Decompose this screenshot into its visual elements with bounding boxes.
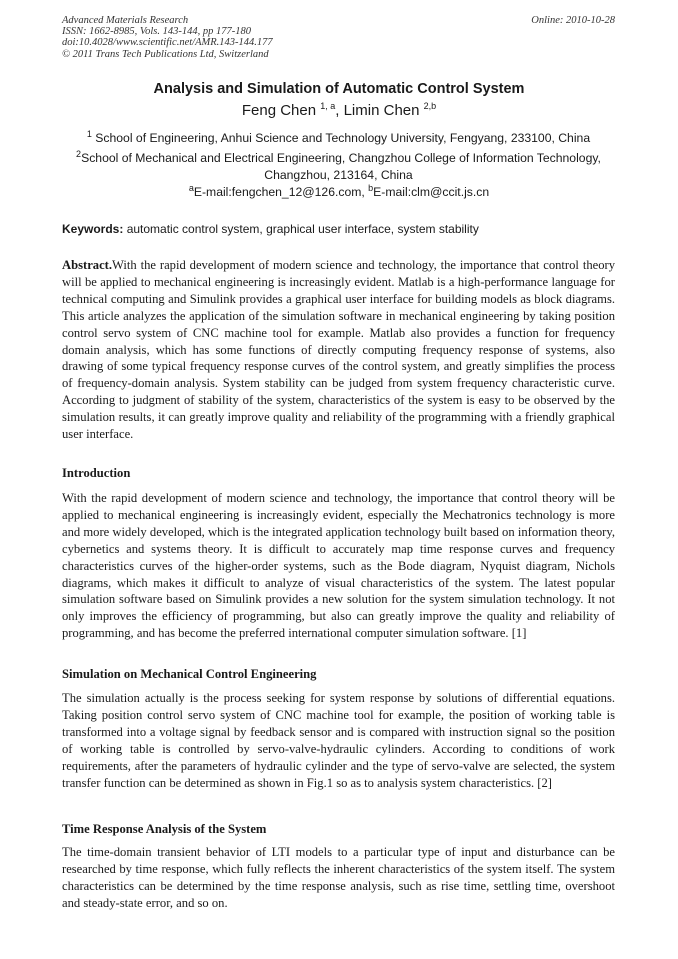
author-2-name: Limin Chen — [343, 102, 420, 119]
author-line — [0, 102, 678, 119]
issn-line: ISSN: 1662-8985, Vols. 143-144, pp 177-180 — [62, 26, 251, 38]
doi-line[interactable]: doi:10.4028/www.scientific.net/AMR.143-144.177 — [62, 37, 273, 49]
email-a-sup: a — [188, 182, 194, 193]
author-1-name: Feng Chen — [241, 102, 317, 119]
affiliation-2 — [62, 150, 615, 183]
email-b[interactable]: E-mail:clm@ccit.js.cn — [373, 185, 490, 199]
affiliation-1-sup: 1 — [86, 128, 92, 139]
abstract-text: With the rapid development of modern science and technology, the importance that control theory will be applied to mechanical engineering is increasingly evident. Matlab is a high-performance language for technical computing and Simulink provides a graphical user interface for building models as block diagrams. This article analyzes the application of the simulation software in mechanical engineering by taking position control servo system of CNC machine tool for example. Matlab also provides a function for frequency domain analysis, which has some functions of directly computing frequency response of systems, also drawing of some typical frequency response curves of the control system, and greatly simplifies the process of frequency-domain analysis. System stability can be judged from system frequency characteristic curve. According to judgment of stability of the system, characteristics of the system is easy to be observed by the simulation results, it can greatly improve quality and reliability of the programming with a friendly graphical user interface. — [62, 258, 615, 442]
copyright-line: © 2011 Trans Tech Publications Ltd, Switzerland — [62, 48, 269, 60]
section-text-simulation: The simulation actually is the process seeking for system response by solutions of differential equations. Taking position control servo system of CNC machine tool for example, the position of working table is transformed into a voltage signal by feedback sensor and is compared with instruction signal so the position of working table is controlled by servo-valve-hydraulic cylinders. According to conditions of work requirements, after the parameters of hydraulic cylinder and the type of servo-valve are selected, the system transfer function can be determined as shown in Fig.1 so as to analysis system characteristics. [2] — [62, 691, 615, 790]
affiliation-1 — [62, 130, 615, 147]
affiliation-1-text: School of Engineering, Anhui Science and Technology University, Fengyang, 233100, China — [95, 131, 591, 145]
abstract — [62, 257, 615, 443]
journal-name: Advanced Materials Research — [62, 15, 189, 26]
section-heading-time-response: Time Response Analysis of the System — [62, 822, 267, 836]
section-text-introduction: With the rapid development of modern science and technology, the importance that control theory will be applied to mechanical engineering is increasingly evident, especially the Mechatronics technology is more and more widely developed, which is the integrated application technology built based on information theory, cybernetics and systems theory. It is difficult to accurately map time response curves and frequency characteristics curves of the higher-order systems, such as the Bode diagram, Nyquist diagram, Nichols diagrams, which makes it difficult to analyze of visual characteristics of the system. The latest popular simulation software based on Simulink provides a new solution for the system simulation technology. It not only improves the efficiency of programming, but also can greatly improve the quality and reliability of programming, and has become the preferred international computer simulation software. [1] — [62, 491, 615, 641]
author-2-sup: 2,b — [423, 101, 437, 111]
section-heading-introduction: Introduction — [62, 466, 131, 480]
email-line — [0, 182, 678, 199]
affiliation-2-sup: 2 — [76, 148, 82, 159]
online-date: Online: 2010-10-28 — [531, 15, 615, 26]
keywords — [62, 222, 615, 236]
journal-header — [62, 15, 615, 60]
author-separator: , — [335, 102, 344, 119]
keywords-label: Keywords: — [62, 222, 124, 236]
keywords-text: automatic control system, graphical user interface, system stability — [123, 222, 479, 236]
section-text-time-response: The time-domain transient behavior of LTI models to a particular type of input and disturbance can be researched by time response, which fully reflects the inherent characteristics of the system itself. The system characteristics can be determined by the time response analysis, such as rise time, settling time, overshoot and steady-state error, and so on. — [62, 845, 615, 910]
affiliation-2-text: School of Mechanical and Electrical Engineering, Changzhou College of Information Technology, Changzhou, 213164, China — [81, 151, 601, 182]
email-a[interactable]: E-mail:fengchen_12@126.com, — [193, 185, 369, 199]
section-heading-simulation: Simulation on Mechanical Control Engineering — [62, 667, 317, 681]
author-1-sup: 1, a — [320, 101, 336, 111]
abstract-label: Abstract. — [62, 258, 113, 272]
email-b-sup: b — [368, 182, 374, 193]
paper-title: Analysis and Simulation of Automatic Control System — [153, 81, 525, 97]
